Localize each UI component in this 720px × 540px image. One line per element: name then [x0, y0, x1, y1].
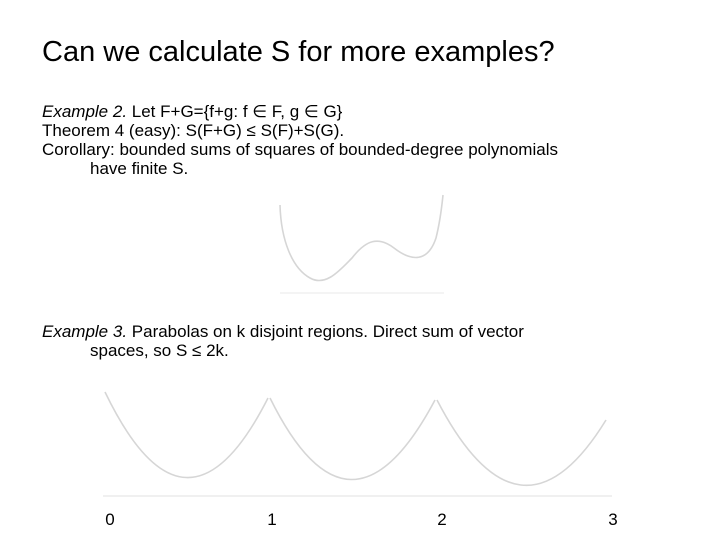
example-3-label: Example 3. — [42, 322, 128, 341]
example-3-text: Parabolas on k disjoint regions. Direct sum of vector — [127, 322, 524, 341]
example-2-text: Let F+G={f+g: f ∈ F, g ∈ G} — [127, 102, 343, 121]
parabolas-figure — [103, 392, 612, 496]
theorem-4-line: Theorem 4 (easy): S(F+G) ≤ S(F)+S(G). — [42, 121, 345, 140]
example-3-line — [42, 322, 682, 341]
slide-title: Can we calculate S for more examples? — [42, 36, 555, 68]
x-tick-label-3: 3 — [608, 510, 618, 529]
example-3-block — [42, 322, 682, 360]
parabola-region-2 — [270, 398, 435, 480]
polynomial-figure — [280, 195, 444, 293]
parabola-region-1 — [105, 392, 268, 478]
example-2-label: Example 2. — [42, 102, 128, 121]
x-tick-label-1: 1 — [267, 510, 277, 529]
corollary-line-continued: have finite S. — [90, 159, 189, 178]
x-tick-label-2: 2 — [437, 510, 447, 529]
corollary-line: Corollary: bounded sums of squares of bounded-degree polynomials — [42, 140, 558, 159]
parabola-region-3 — [437, 400, 606, 485]
x-tick-label-0: 0 — [105, 510, 115, 529]
polynomial-curve — [280, 195, 443, 281]
example-3-line-continued: spaces, so S ≤ 2k. — [90, 341, 229, 360]
